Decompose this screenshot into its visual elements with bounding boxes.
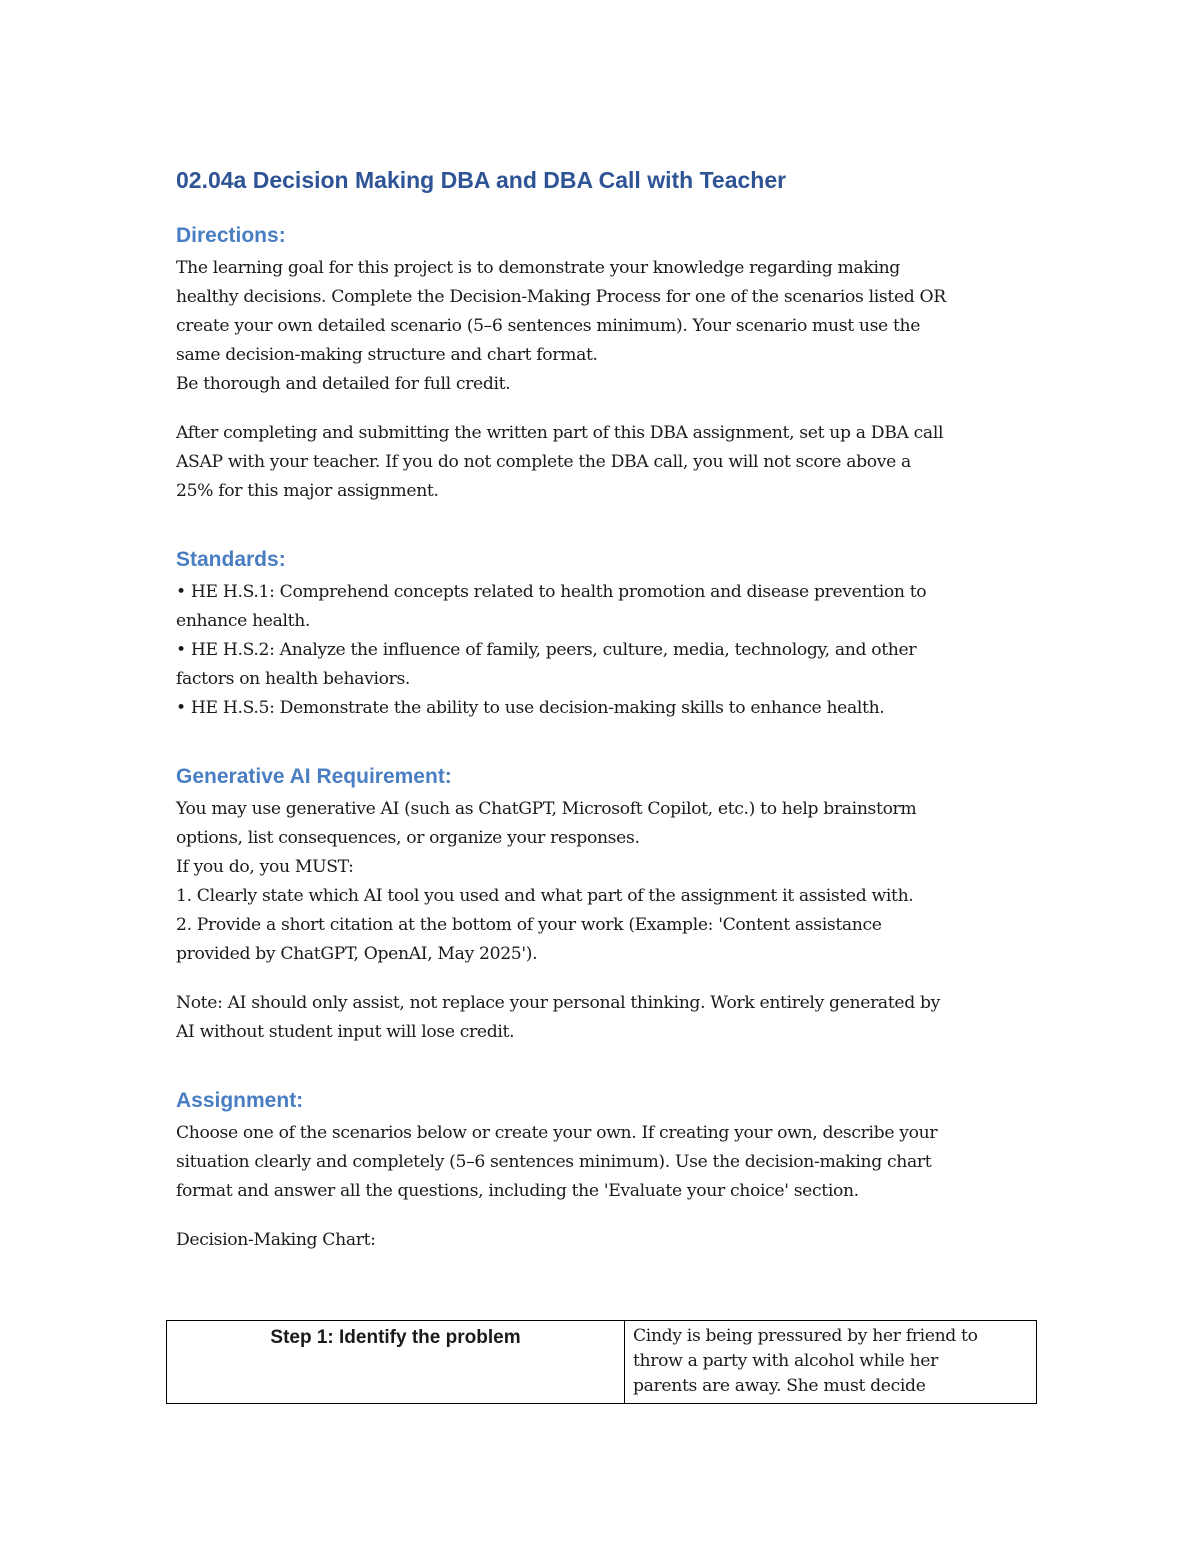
- standard-item: • HE H.S.2: Analyze the influence of family, peers, culture, media, technology, and other: [176, 640, 917, 660]
- text-line: healthy decisions. Complete the Decision-Making Process for one of the scenarios listed OR: [176, 287, 946, 307]
- step-1-label: Step 1: Identify the problem: [167, 1321, 625, 1404]
- text-line: parents are away. She must decide: [633, 1376, 926, 1396]
- standard-item: • HE H.S.1: Comprehend concepts related to health promotion and disease prevention to: [176, 582, 927, 602]
- text-line: format and answer all the questions, including the 'Evaluate your choice' section.: [176, 1181, 859, 1201]
- text-line: 2. Provide a short citation at the bottom of your work (Example: 'Content assistance: [176, 915, 882, 935]
- text-line: Choose one of the scenarios below or create your own. If creating your own, describe your: [176, 1123, 938, 1143]
- assignment-paragraph: [176, 1119, 1036, 1206]
- document-title: 02.04a Decision Making DBA and DBA Call with Teacher: [176, 167, 787, 193]
- text-line: create your own detailed scenario (5–6 sentences minimum). Your scenario must use the: [176, 316, 921, 336]
- standards-list: [176, 578, 1036, 723]
- text-line: options, list consequences, or organize your responses.: [176, 828, 640, 848]
- ai-paragraph-1: [176, 795, 1036, 969]
- assignment-heading: Assignment:: [176, 1089, 304, 1112]
- text-line: 1. Clearly state which AI tool you used and what part of the assignment it assisted with.: [176, 886, 914, 906]
- chart-label: Decision-Making Chart:: [176, 1230, 376, 1250]
- text-line: You may use generative AI (such as ChatGPT, Microsoft Copilot, etc.) to help brainstorm: [176, 799, 917, 819]
- standard-item: • HE H.S.5: Demonstrate the ability to use decision-making skills to enhance health.: [176, 698, 885, 718]
- text-line: same decision-making structure and chart format.: [176, 345, 598, 365]
- text-line: Note: AI should only assist, not replace your personal thinking. Work entirely generated by: [176, 993, 940, 1013]
- decision-making-chart: [166, 1320, 1037, 1404]
- table-row: [167, 1321, 1037, 1404]
- ai-note: [176, 989, 1036, 1047]
- text-line: provided by ChatGPT, OpenAI, May 2025').: [176, 944, 538, 964]
- directions-heading: Directions:: [176, 224, 286, 247]
- text-line: If you do, you MUST:: [176, 857, 354, 877]
- text-line: After completing and submitting the written part of this DBA assignment, set up a DBA call: [176, 423, 944, 443]
- text-line: 25% for this major assignment.: [176, 481, 439, 501]
- text-line: situation clearly and completely (5–6 sentences minimum). Use the decision-making chart: [176, 1152, 932, 1172]
- text-line: throw a party with alcohol while her: [633, 1351, 938, 1371]
- text-line: ASAP with your teacher. If you do not complete the DBA call, you will not score above a: [176, 452, 911, 472]
- text-line: Cindy is being pressured by her friend to: [633, 1326, 978, 1346]
- document-page: [176, 160, 1036, 1255]
- standard-item: enhance health.: [176, 611, 311, 631]
- ai-requirement-heading: Generative AI Requirement:: [176, 765, 452, 788]
- text-line: AI without student input will lose credit.: [176, 1022, 515, 1042]
- directions-paragraph-1: [176, 254, 1036, 399]
- standards-heading: Standards:: [176, 548, 286, 571]
- text-line: Be thorough and detailed for full credit.: [176, 374, 511, 394]
- text-line: The learning goal for this project is to demonstrate your knowledge regarding making: [176, 258, 900, 278]
- standard-item: factors on health behaviors.: [176, 669, 411, 689]
- step-1-answer: [625, 1321, 1037, 1404]
- directions-paragraph-2: [176, 419, 1036, 506]
